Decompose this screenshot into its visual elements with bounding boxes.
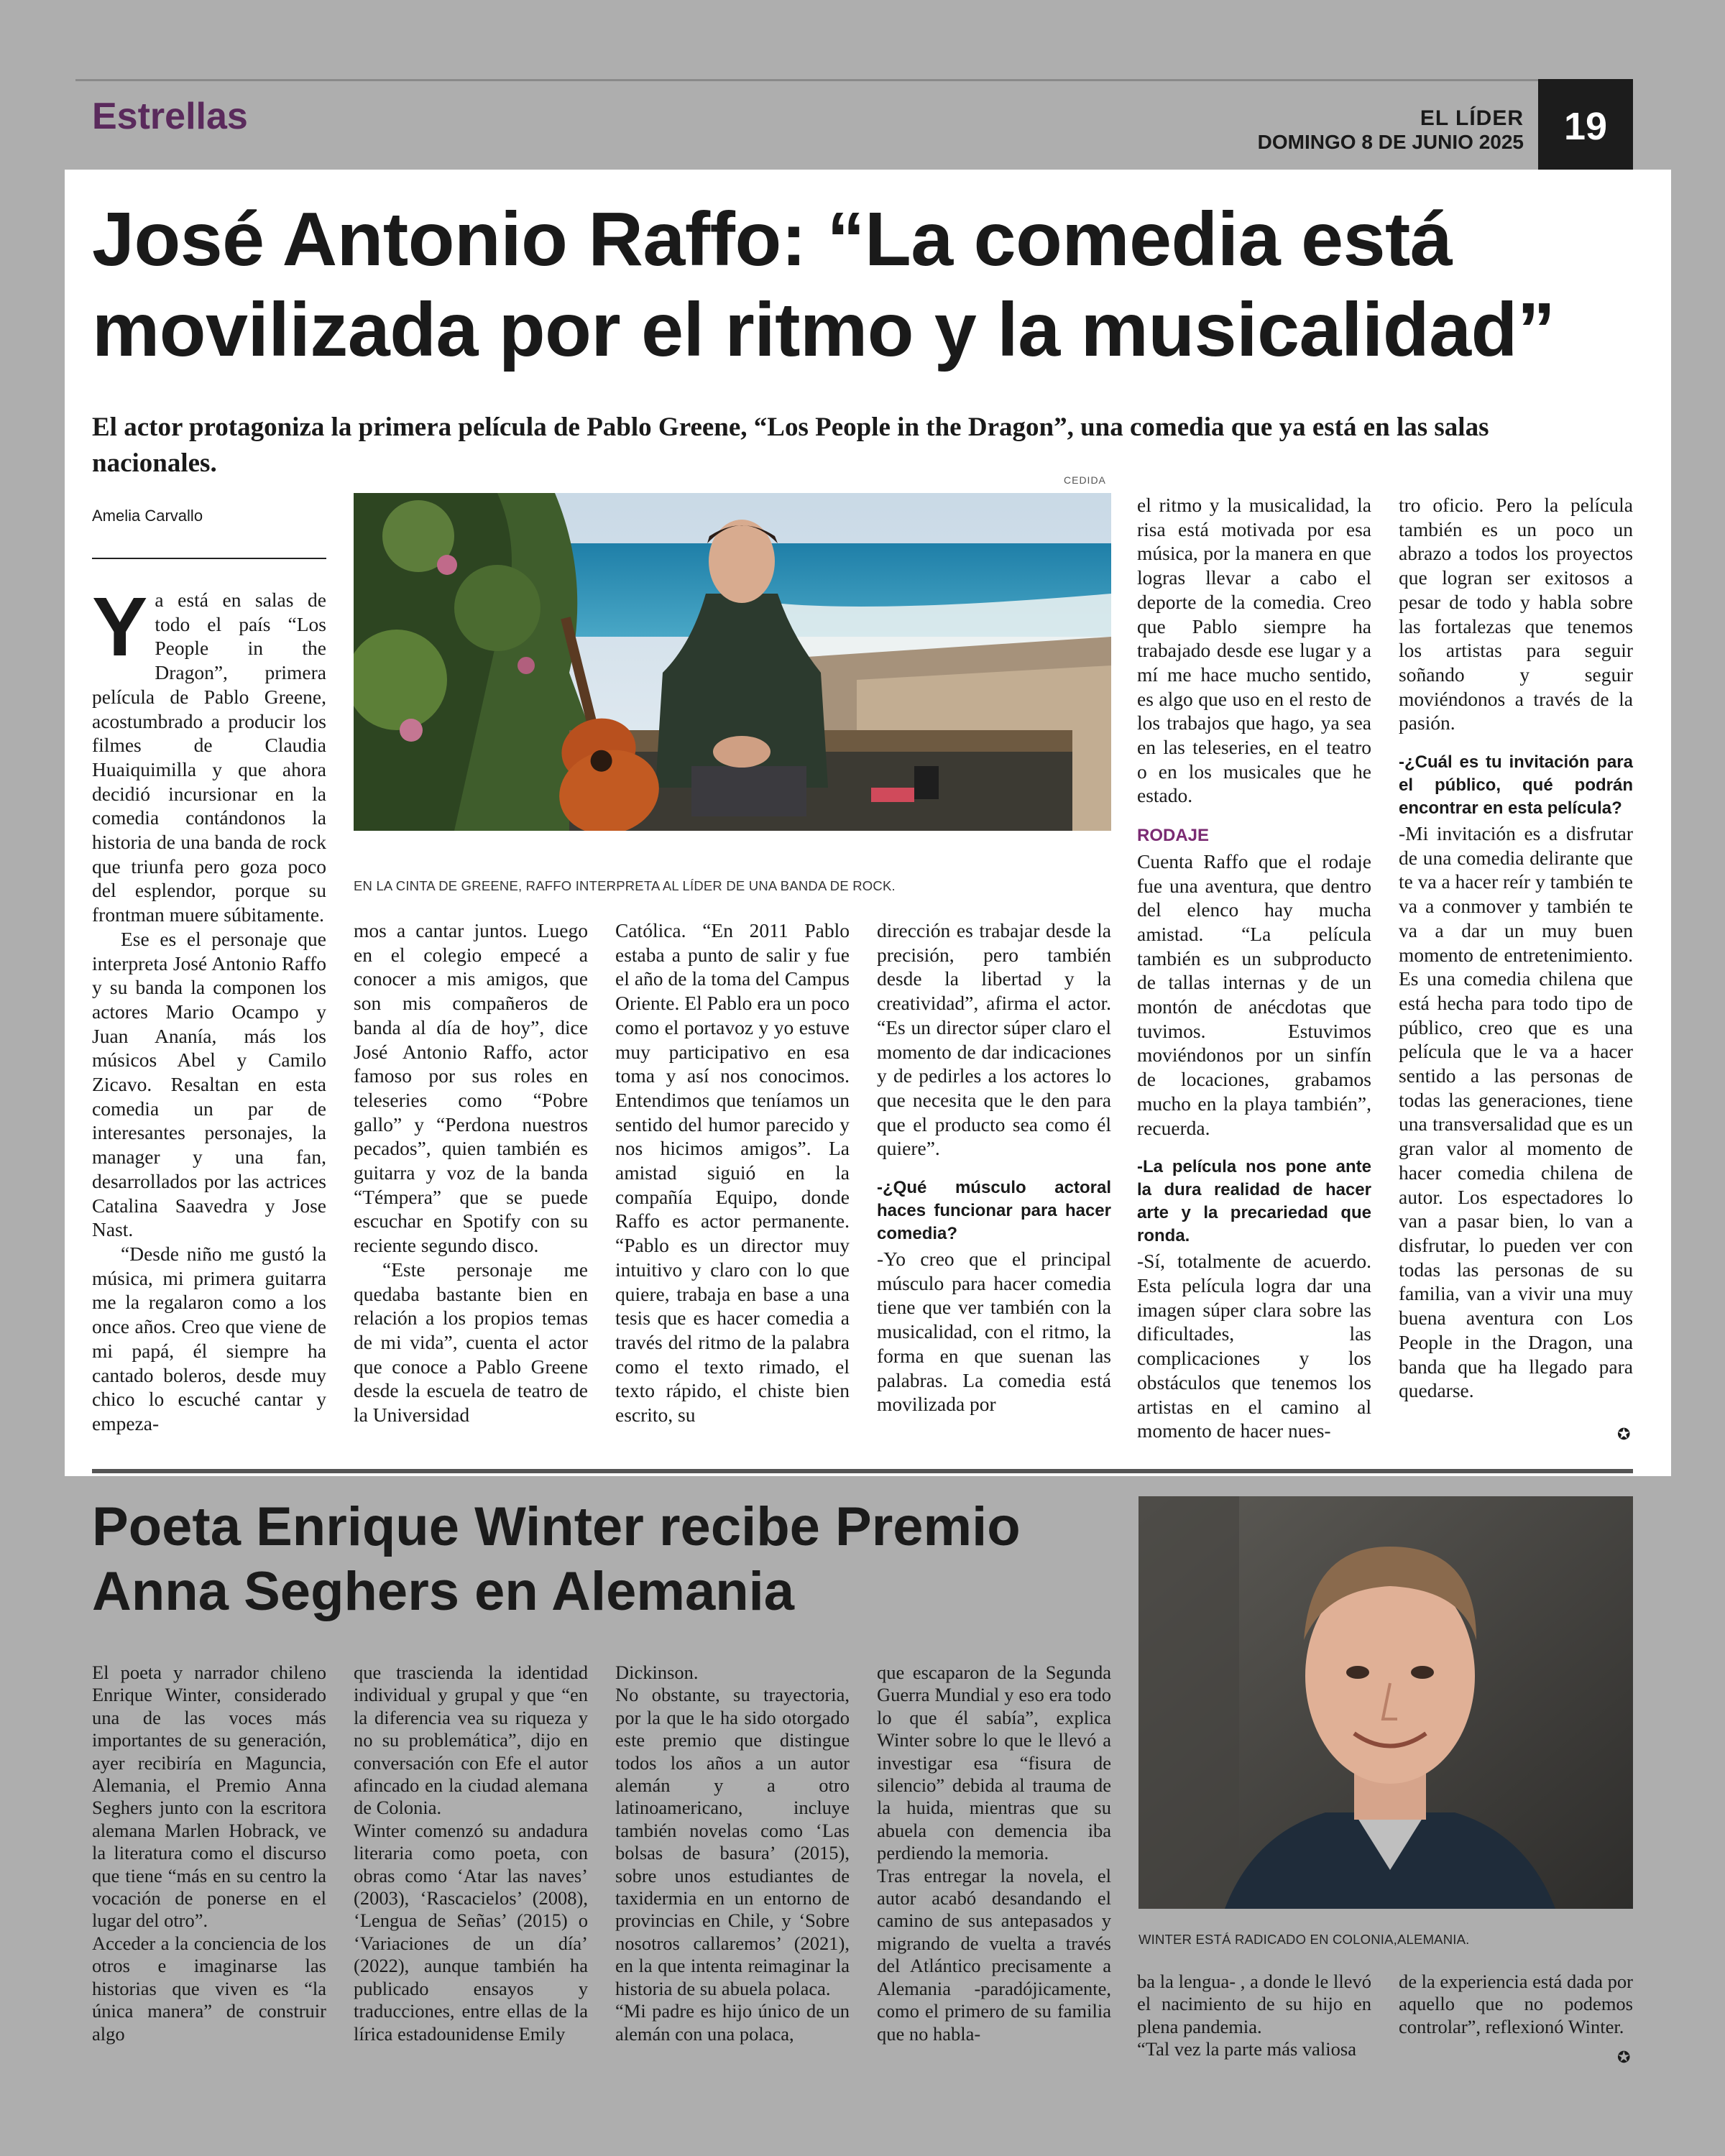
- drop-cap: Y: [92, 580, 148, 673]
- paragraph: de la experiencia está dada por aquello que no podemos controlar”, reflexionó Winter.: [1399, 1971, 1633, 2037]
- article-column-6: [1399, 493, 1633, 1403]
- paragraph: “Este personaje me quedaba bastante bien en relación a los propios temas de mi vida”, cuenta el actor que conoce a Pablo Greene desde la escuela de teatro de la Universidad: [354, 1258, 588, 1427]
- article2-column-5: [1137, 1971, 1371, 2061]
- page-number: 19: [1538, 79, 1633, 174]
- article-headline: José Antonio Raffo: “La comedia está movilizada por el ritmo y la musicalidad”: [92, 197, 1555, 372]
- paragraph: No obstante, su trayectoria, por la que le ha sido otorgado este premio que distingue todos los años a un autor alemán y a otro latinoamericano, incluye también novelas como ‘Las bolsas de basura’ (2015), sobre unos estudiantes de taxidermia en un entorno de provincias en Chile, y ‘Sobre nosotros callaremos’ (2021), en la que intenta reimaginar la historia de su abuela polaca.: [615, 1684, 850, 1999]
- paragraph: “Tal vez la parte más valiosa: [1137, 2038, 1356, 2060]
- article-column-1: [92, 580, 326, 1436]
- interview-question: -¿Qué músculo actoral haces funcionar para hacer comedia?: [877, 1178, 1111, 1244]
- section-title: Estrellas: [92, 96, 248, 137]
- article-byline: Amelia Carvallo: [92, 507, 203, 525]
- header-rule: [75, 79, 1632, 81]
- interview-answer: -Sí, totalmente de acuerdo. Esta película logra dar una imagen súper clara sobre las dificultades, las complicaciones y los obstáculos que tenemos los artistas en el camino al momento de hacer nues-: [1137, 1250, 1371, 1442]
- paragraph: Winter comenzó su andadura literaria como poeta, con obras como ‘Atar las naves’ (2003), ‘Rascacielos’ (2008), ‘Lengua de Señas’ (2015) o ‘Variaciones de un día’ (2022), aunque también ha publicado ensayos y traducciones, entre ellas de la lírica estadounidense Emily: [354, 1819, 588, 2045]
- paragraph: El poeta y narrador chileno Enrique Winter, considerado una de las voces más importantes de su generación, ayer recibiría en Maguncia, Alemania, el Premio Anna Seghers junto con la escritora alemana Marlen Hobrack, ve la literatura como el discurso que tiene “más en su centro la vocación de ponerse en el lugar del otro”.: [92, 1662, 326, 1932]
- issue-date: DOMINGO 8 DE JUNIO 2025: [1257, 131, 1524, 153]
- article-separator: [92, 1469, 1633, 1473]
- article2-column-3: [615, 1662, 850, 2045]
- end-mark-icon: ✪: [1617, 2048, 1631, 2066]
- article-column-2: [354, 918, 588, 1427]
- article-deck: El actor protagoniza la primera película de Pablo Greene, “Los People in the Dragon”, una comedia que ya está en las salas nacionales.: [92, 413, 1489, 478]
- interview-answer: -Mi invitación es a disfrutar de una comedia delirante que te va a hacer reír y también te va a conmover y también te va a dar un muy buen momento de entretenimiento. Es una comedia chilena que está hecha para todo tipo de público, creo que es una película que le va a hacer sentido a las personas de todas las generaciones, tiene una transversalidad que es un gran valor al momento de hacer comedia chilena de autor. Los espectadores lo van a pasar bien, lo van a disfrutar, lo pueden ver con todas las personas de su familia, van a vivir una muy buena aventura con Los People in the Dragon, una banda que ha llegado para quedarse.: [1399, 822, 1633, 1402]
- end-mark-icon: ✪: [1617, 1425, 1631, 1443]
- photo-caption: WINTER ESTÁ RADICADO EN COLONIA,ALEMANIA.: [1138, 1932, 1470, 1947]
- paragraph: Católica. “En 2011 Pablo estaba a punto de salir y fue el año de la toma del Campus Oriente. El Pablo era un poco como el portavoz y yo estuve muy participativo en esa toma y así nos conocimos. Entendimos que teníamos un sentido del humor parecido y nos hicimos amigos”. La amistad siguió en la compañía Equipo, donde Raffo es actor permanente. “Pablo es un director muy intuitivo y claro con lo que quiere, trabaja en base a una tesis que es hacer comedia a través del ritmo de la palabra como el texto rimado, el texto rápido, el chiste bien escrito, su: [615, 919, 850, 1427]
- paragraph: Acceder a la conciencia de los otros e imaginarse las historias que viven es “la única manera” de construir algo: [92, 1932, 326, 2045]
- paragraph: “Mi padre es hijo único de un alemán con una polaca,: [615, 2000, 850, 2045]
- paragraph: “Desde niño me gustó la música, mi primera guitarra me la regalaron como a los once años. Creo que viene de mi papá, él siempre ha cantado boleros, desde muy chico lo escuché cantar y empeza-: [92, 1242, 326, 1434]
- article2-column-1: [92, 1662, 326, 2045]
- paragraph: que escaparon de la Segunda Guerra Mundial y eso era todo lo que él sabía”, explica Winter sobre lo que le llevó a investigar esa “fisura de silencio” debida al trauma de la huida, mientras que su abuela con demencia iba perdiendo la memoria.: [877, 1662, 1111, 1864]
- article-column-4: [877, 918, 1111, 1416]
- article2-column-6: [1399, 1971, 1633, 2038]
- interview-answer: -Yo creo que el principal músculo para hacer comedia tiene que ver también con la musicalidad, con el ritmo, la forma en que suenan las palabras. La comedia está movilizada por: [877, 1248, 1111, 1416]
- paragraph: mos a cantar juntos. Luego en el colegio empecé a conocer a mis amigos, que son mis compañeros de banda al día de hoy”, dice José Antonio Raffo, actor famoso por sus roles en teleseries como “Pobre gallo” y “Perdona nuestros pecados”, quien también es guitarra y voz de la banda “Témpera” que se puede escuchar en Spotify con su reciente segundo disco.: [354, 919, 588, 1257]
- newspaper-name: EL LÍDER: [1420, 106, 1524, 130]
- article-photo-actor: [354, 493, 1111, 831]
- interview-question: -La película nos pone ante la dura realidad de hacer arte y la precariedad que ronda.: [1137, 1157, 1371, 1246]
- paragraph: ba la lengua- , a donde le llevó el nacimiento de su hijo en plena pandemia.: [1137, 1971, 1371, 2037]
- article-photo-winter: [1138, 1496, 1633, 1909]
- article-column-3: [615, 918, 850, 1427]
- photo-credit: CEDIDA: [1064, 474, 1106, 486]
- secondary-headline: Poeta Enrique Winter recibe Premio Anna Seghers en Alemania: [92, 1496, 1021, 1622]
- paragraph: dirección es trabajar desde la precisión, pero también desde la libertad y la creatividad”, afirma el actor. “Es un director súper claro el momento de dar indicaciones y de pedirles a los actores lo que necesita que le den para que el producto sea como él quiere”.: [877, 919, 1111, 1160]
- subheading: RODAJE: [1137, 826, 1210, 846]
- paragraph: a está en salas de todo el país “Los People in the Dragon”, primera película de Pablo Greene, acostumbrado a producir los filmes de Claudia Huaiquimilla y que ahora decidió incursionar en la comedia contándonos la historia de una banda de rock que triunfa pero goza poco del esplendor, porque su frontman muere súbitamente.: [92, 589, 326, 926]
- photo-caption: EN LA CINTA DE GREENE, RAFFO INTERPRETA AL LÍDER DE UNA BANDA DE ROCK.: [354, 878, 896, 893]
- paragraph: Dickinson.: [615, 1662, 699, 1683]
- interview-question: -¿Cuál es tu invitación para el público, qué podrán encontrar en esta película?: [1399, 752, 1633, 819]
- byline-rule: [92, 558, 326, 559]
- article-column-5: [1137, 493, 1371, 1443]
- interview-answer: tro oficio. Pero la película también es un poco un abrazo a todos los proyectos que logran ser exitosos a pesar de todo y habla sobre las fortalezas que tenemos los artistas para seguir soñando y seguir moviéndonos a través de la pasión.: [1399, 494, 1633, 734]
- article2-column-4: [877, 1662, 1111, 2045]
- article2-column-2: [354, 1662, 588, 2045]
- interview-answer: el ritmo y la musicalidad, la risa está motivada por esa música, por la manera en que logras llevar a cabo el deporte de la comedia. Creo que Pablo siempre ha trabajado desde ese lugar y a mí me hace mucho sentido, es algo que uso en el resto de los trabajos que hago, ya sea en las teleseries, en el teatro o en los musicales que he estado.: [1137, 494, 1371, 807]
- paragraph: Cuenta Raffo que el rodaje fue una aventura, que dentro del elenco hay mucha amistad. “La película también es un subproducto de tallas internas y de un montón de anécdotas que tuvimos. Estuvimos moviéndonos por un sinfín de locaciones, grabamos mucho en la playa también”, recuerda.: [1137, 849, 1371, 1139]
- paragraph: Tras entregar la novela, el autor acabó desandando el camino de sus antepasados y migrando de vuelta a través del Atlántico precisamente a Alemania -paradójicamente, como el primero de su familia que no habla-: [877, 1864, 1111, 2045]
- paragraph: Ese es el personaje que interpreta José Antonio Raffo y su banda la componen los actores Mario Ocampo y Juan Ananía, más los músicos Abel y Camilo Zicavo. Resaltan en esta comedia un par de interesantes personajes, la manager y una fan, desarrollados por las actrices Catalina Saavedra y Jose Nast.: [92, 927, 326, 1241]
- paragraph: que trascienda la identidad individual y grupal y que “en la diferencia vea su riqueza y no su problemática”, dijo en conversación con Efe el autor afincado en la ciudad alemana de Colonia.: [354, 1662, 588, 1819]
